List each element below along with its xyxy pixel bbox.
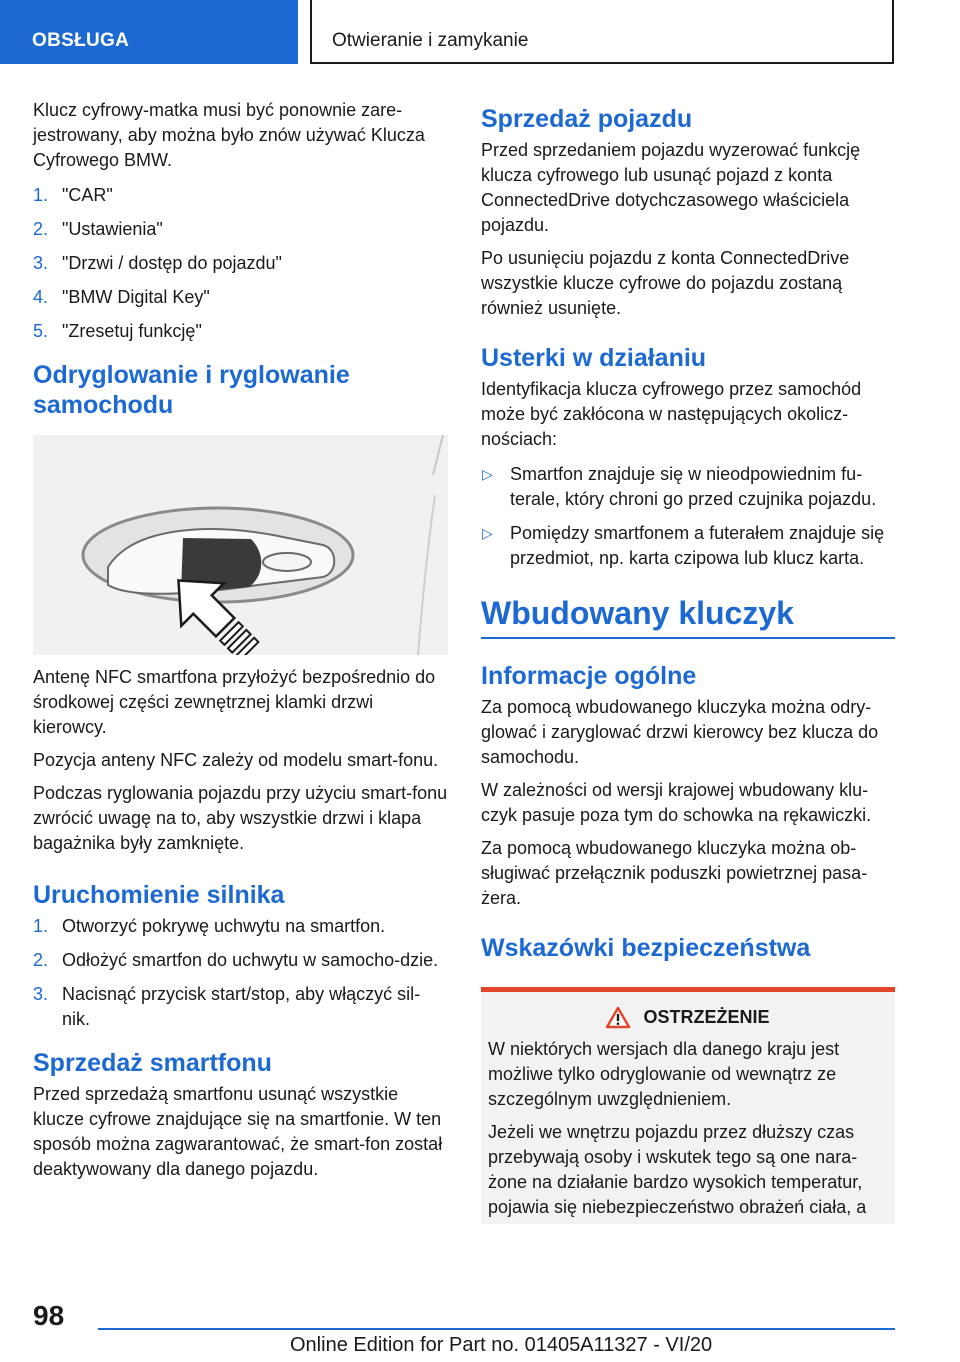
step-text: "Ustawienia"	[62, 219, 163, 239]
list-item	[33, 948, 448, 973]
general-paragraph-2: W zależności od wersji krajowej wbudowany klu-czyk pasuje poza tym do schowka na rękawiczki.	[481, 780, 872, 825]
list-item	[33, 285, 448, 310]
list-item-text: Pomiędzy smartfonem a futerałem znajduje się przedmiot, np. karta czipowa lub klucz karta.	[510, 523, 885, 568]
section-tab	[0, 0, 298, 64]
step-number: 3.	[33, 253, 49, 273]
footer-rule	[98, 1328, 895, 1330]
general-heading: Informacje ogólne	[481, 662, 697, 690]
intro-paragraph: Klucz cyfrowy-matka musi być ponownie zare-jestrowany, aby można było znów używać Klucza Cyfrowego BMW.	[33, 100, 425, 170]
step-text: "BMW Digital Key"	[62, 287, 210, 307]
list-item	[481, 462, 895, 512]
warning-title: OSTRZEŻENIE	[643, 1007, 770, 1027]
step-number: 1.	[33, 916, 49, 936]
list-item	[33, 217, 448, 242]
heading-rule	[481, 637, 895, 639]
warning-triangle-icon	[605, 1006, 631, 1029]
warning-box	[481, 987, 895, 1224]
step-text: Otworzyć pokrywę uchwytu na smartfon.	[62, 916, 386, 936]
list-item	[481, 521, 895, 571]
faults-heading: Usterki w działaniu	[481, 344, 707, 372]
triangle-bullet-icon: ▷	[482, 466, 493, 482]
step-text: Nacisnąć przycisk start/stop, aby włączyć sil-nik.	[62, 984, 421, 1029]
warning-title-row	[488, 1006, 887, 1029]
list-item	[33, 982, 448, 1032]
sell-vehicle-paragraph-2: Po usunięciu pojazdu z konta ConnectedDrive wszystkie klucze cyfrowe do pojazdu zostaną również usunięte.	[481, 248, 850, 318]
locking-paragraph: Podczas ryglowania pojazdu przy użyciu smart-fonu zwrócić uwagę na to, aby wszystkie drzwi i klapa bagażnika były zamknięte.	[33, 783, 448, 853]
step-text: "Drzwi / dostęp do pojazdu"	[62, 253, 282, 273]
chapter-title: Otwieranie i zamykanie	[332, 30, 529, 51]
step-text: "Zresetuj funkcję"	[62, 321, 202, 341]
step-number: 2.	[33, 950, 49, 970]
engine-steps-list	[33, 914, 448, 1032]
edition-footer: Online Edition for Part no. 01405A11327 - VI/20	[290, 1334, 713, 1356]
list-item	[33, 914, 448, 939]
section-tab-label: OBSŁUGA	[32, 30, 130, 51]
list-item	[33, 251, 448, 276]
reset-steps-list	[33, 183, 448, 344]
engine-heading: Uruchomienie silnika	[33, 881, 285, 909]
nfc-paragraph: Antenę NFC smartfona przyłożyć bezpośrednio do środkowej części zewnętrznej klamki drzwi kierowcy.	[33, 667, 436, 737]
safety-heading: Wskazówki bezpieczeństwa	[481, 934, 811, 962]
faults-intro: Identyfikacja klucza cyfrowego przez samochód może być zakłócona w następujących okolicz-nościach:	[481, 379, 862, 449]
step-number: 3.	[33, 984, 49, 1004]
page-number: 98	[33, 1300, 65, 1331]
key-heading: Wbudowany kluczyk	[481, 595, 794, 631]
unlock-heading: Odryglowanie i ryglowanie samochodu	[33, 361, 350, 419]
step-number: 5.	[33, 321, 49, 341]
step-number: 2.	[33, 219, 49, 239]
triangle-bullet-icon: ▷	[482, 525, 493, 541]
step-number: 1.	[33, 185, 49, 205]
door-handle-illustration	[33, 435, 448, 655]
step-text: Odłożyć smartfon do uchwytu w samocho-dzie.	[62, 950, 439, 970]
sell-phone-paragraph: Przed sprzedażą smartfonu usunąć wszystkie klucze cyfrowe znajdujące się na smartfonie. W ten sposób można zagwarantować, że smart-fon został deaktywowany dla danego pojazdu.	[33, 1084, 443, 1179]
list-item	[33, 183, 448, 208]
left-column	[33, 98, 448, 1190]
general-paragraph: Za pomocą wbudowanego kluczyka można odry-glować i zaryglować drzwi kierowcy bez klucza do samochodu.	[481, 697, 879, 767]
sell-phone-heading: Sprzedaż smartfonu	[33, 1049, 272, 1077]
step-number: 4.	[33, 287, 49, 307]
warning-paragraph: W niektórych wersjach dla danego kraju jest możliwe tylko odryglowanie od wewnątrz ze szczególnym uwzględnieniem.	[488, 1039, 840, 1109]
list-item-text: Smartfon znajduje się w nieodpowiednim fu-terale, który chroni go przed czujnika pojazdu.	[510, 464, 877, 509]
sell-vehicle-heading: Sprzedaż pojazdu	[481, 105, 693, 133]
chapter-header	[310, 0, 894, 64]
general-paragraph-3: Za pomocą wbudowanego kluczyka można ob-sługiwać przełącznik poduszki powietrznej pasa-żera.	[481, 838, 868, 908]
warning-paragraph-2: Jeżeli we wnętrzu pojazdu przez dłuższy czas przebywają osoby i wskutek tego są one nara-żone na działanie bardzo wysokich temperatur, pojawia się niebezpieczeństwo obrażeń ciała, a	[488, 1122, 867, 1217]
door-handle-drawing	[33, 435, 448, 655]
list-item	[33, 319, 448, 344]
right-column	[481, 104, 895, 1224]
faults-list	[481, 462, 895, 571]
sell-vehicle-paragraph: Przed sprzedaniem pojazdu wyzerować funkcję klucza cyfrowego lub usunąć pojazd z konta ConnectedDrive dotychczasowego właściciela pojazdu.	[481, 140, 861, 235]
nfc-position-paragraph: Pozycja anteny NFC zależy od modelu smart-fonu.	[33, 750, 439, 770]
step-text: "CAR"	[62, 185, 113, 205]
